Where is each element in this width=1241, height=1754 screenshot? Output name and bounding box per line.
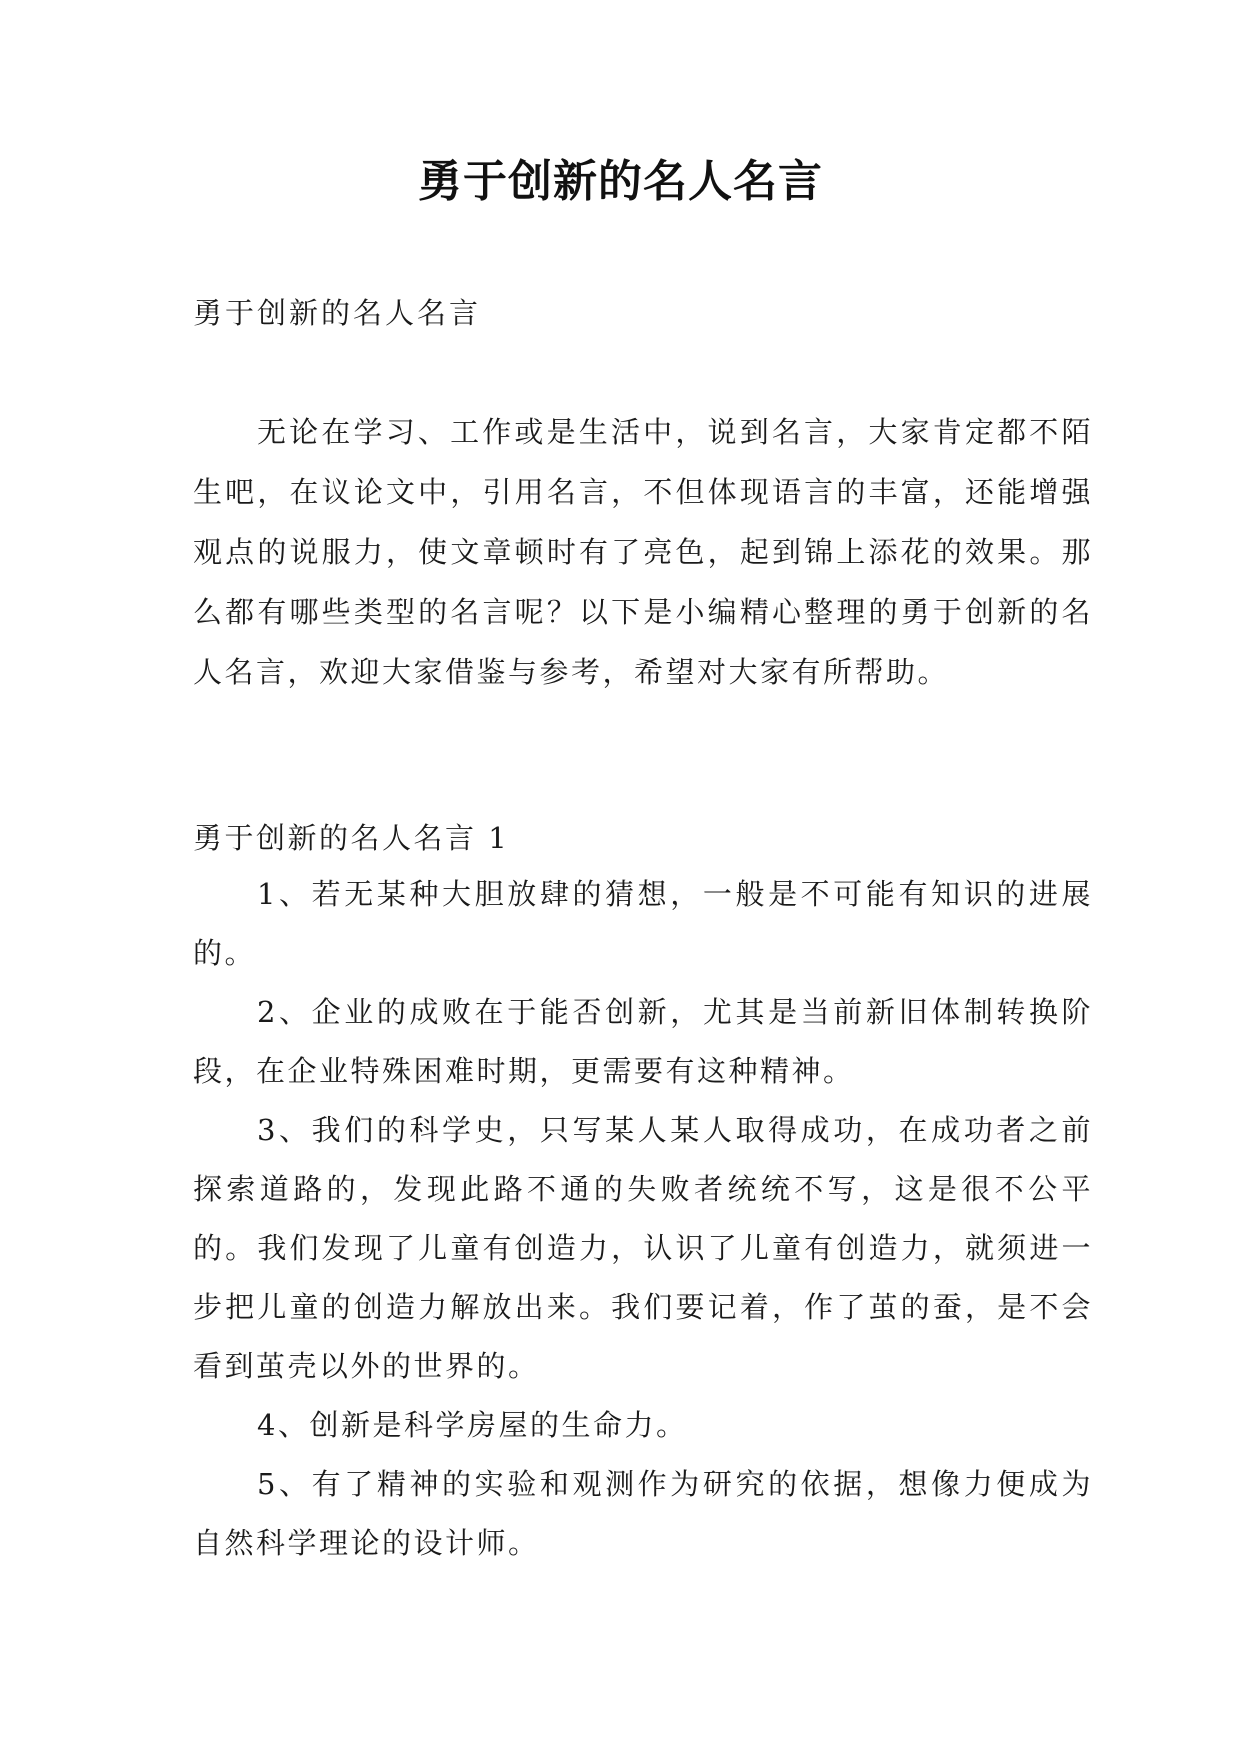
quote-item: 5、有了精神的实验和观测作为研究的依据，想像力便成为自然科学理论的设计师。 [193,1467,1093,1560]
document-title: 勇于创新的名人名言 [418,156,823,207]
document-subtitle: 勇于创新的名人名言 [193,296,482,330]
quote-item: 1、若无某种大胆放肆的猜想，一般是不可能有知识的进展的。 [193,877,1093,970]
intro-paragraph: 无论在学习、工作或是生活中，说到名言，大家肯定都不陌生吧，在议论文中，引用名言，不但体现语言的丰富，还能增强观点的说服力，使文章顿时有了亮色，起到锦上添花的效果。那么都有哪些类型的名言呢？以下是小编精心整理的勇于创新的名人名言，欢迎大家借鉴与参考，希望对大家有所帮助。 [193,415,1093,689]
quote-item: 4、创新是科学房屋的生命力。 [257,1408,688,1442]
quote-item: 3、我们的科学史，只写某人某人取得成功，在成功者之前探索道路的，发现此路不通的失败者统统不写，这是很不公平的。我们发现了儿童有创造力，认识了儿童有创造力，就须进一步把儿童的创造力解放出来。我们要记着，作了茧的蚕，是不会看到茧壳以外的世界的。 [193,1113,1093,1383]
quote-list [193,865,1093,1573]
section-heading: 勇于创新的名人名言 1 [193,821,510,855]
quote-item: 2、企业的成败在于能否创新，尤其是当前新旧体制转换阶段，在企业特殊困难时期，更需要有这种精神。 [193,995,1093,1088]
